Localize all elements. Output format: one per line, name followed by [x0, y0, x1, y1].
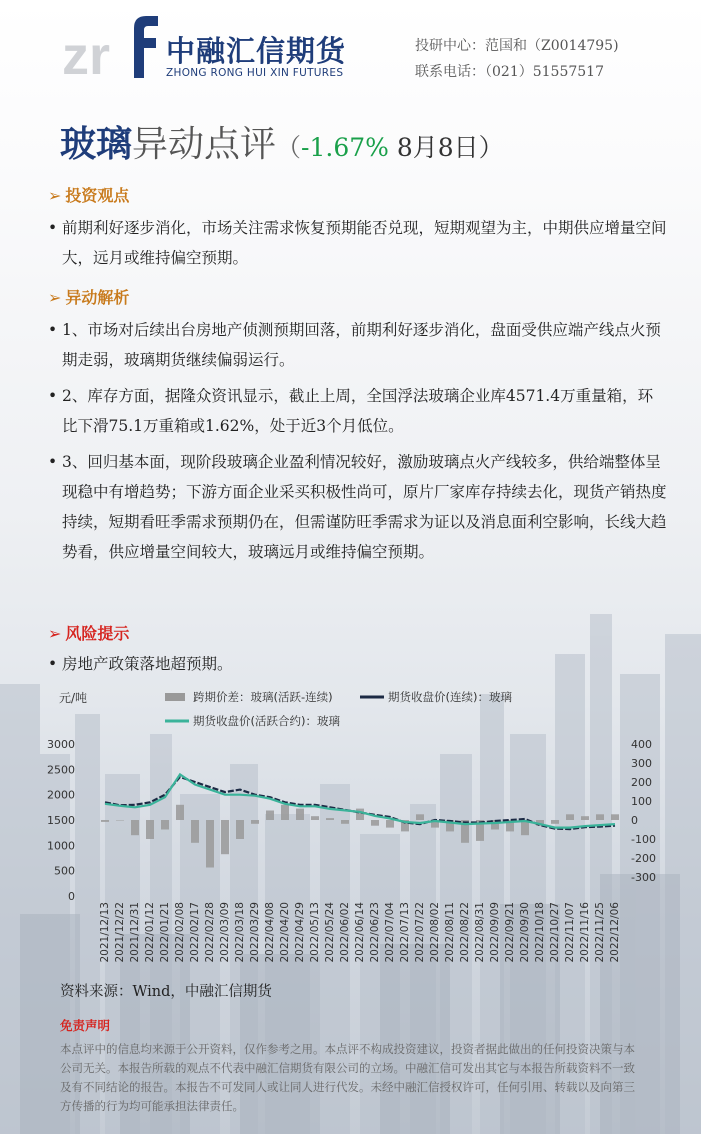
section-analysis-title: 异动解析: [65, 288, 130, 307]
x-tick-label: 2021/12/13: [99, 902, 111, 963]
left-tick-label: 2000: [47, 788, 75, 802]
title-date: 8月8日）: [388, 133, 504, 162]
spread-bar: [341, 820, 349, 824]
logo-mark-icon: [62, 12, 162, 86]
spread-bar: [191, 820, 199, 843]
chevron-right-icon: ➢: [48, 624, 62, 643]
analysis-item-text: 1、市场对后续出台房地产侦测预期回落，前期利好逐步消化，盘面受供应端产线点火预期走弱，玻璃期货继续偏弱运行。: [62, 321, 661, 369]
risk-item-1: [48, 649, 668, 679]
contact-info: [415, 33, 619, 85]
x-tick-label: 2022/01/12: [144, 902, 156, 963]
left-tick-label: 1000: [47, 839, 75, 853]
x-tick-label: 2021/12/31: [129, 902, 141, 963]
bullet-icon: •: [48, 219, 58, 237]
spread-bar: [116, 820, 124, 821]
right-tick-label: 0: [631, 814, 638, 827]
right-tick-label: 100: [631, 795, 652, 808]
x-tick-label: 2021/12/22: [114, 902, 126, 963]
right-tick-label: -100: [631, 833, 656, 846]
spread-bar: [566, 814, 574, 820]
analysis-item-text: 3、回归基本面，现阶段玻璃企业盈利情况较好，激励玻璃点火产线较多，供给端整体呈现稳中有增趋势；下游方面企业采买积极性尚可，原片厂家库存持续去化，现货产销热度持续，短期看旺季需求预期仍在，但需谨防旺季需求为证以及消息面利空影响，长线大趋势看，供应增量空间较大，玻璃远月或维持偏空预期。: [62, 453, 667, 561]
left-tick-label: 0: [68, 890, 75, 903]
x-tick-label: 2022/02/28: [204, 902, 216, 963]
title-product: 玻璃: [60, 123, 133, 165]
spread-bar: [281, 805, 289, 820]
spread-bar: [266, 811, 274, 821]
legend-label: 跨期价差：玻璃(活跃-连续): [193, 690, 333, 704]
x-tick-label: 2022/07/04: [384, 902, 396, 963]
right-tick-label: 400: [631, 738, 652, 751]
spread-bar: [611, 814, 619, 820]
x-tick-label: 2022/08/31: [474, 902, 486, 963]
spread-bar: [131, 820, 139, 835]
left-tick-label: 1500: [47, 814, 75, 827]
company-logo: [62, 12, 382, 86]
spread-bar: [551, 820, 559, 824]
x-tick-label: 2022/11/16: [579, 902, 591, 963]
spread-bar: [311, 816, 319, 820]
spread-bar: [416, 814, 424, 820]
x-tick-label: 2022/02/17: [189, 902, 201, 963]
x-tick-label: 2022/07/13: [399, 902, 411, 963]
x-tick-label: 2022/03/29: [249, 902, 261, 963]
x-tick-label: 2022/06/02: [339, 902, 351, 963]
x-tick-label: 2022/05/24: [324, 902, 336, 963]
logo-chinese-name: 中融汇信期货: [166, 34, 347, 68]
analyst-line: 投研中心：范国和（Z0014795): [415, 38, 619, 54]
data-source: 资料来源：Wind，中融汇信期货: [60, 984, 272, 1000]
x-tick-label: 2022/03/18: [234, 902, 246, 963]
x-tick-label: 2022/10/18: [534, 902, 546, 963]
spread-bar: [356, 809, 364, 820]
x-tick-label: 2022/04/08: [264, 902, 276, 963]
x-tick-label: 2022/01/21: [159, 902, 171, 963]
right-tick-label: 200: [631, 776, 652, 789]
x-tick-label: 2022/08/02: [429, 902, 441, 963]
spread-bar: [206, 820, 214, 868]
left-tick-label: 3000: [47, 738, 75, 751]
x-tick-label: 2022/09/30: [519, 902, 531, 963]
left-tick-label: 2500: [47, 763, 75, 777]
spread-bar: [221, 820, 229, 854]
spread-bar: [146, 820, 154, 839]
x-tick-label: 2022/07/22: [414, 902, 426, 963]
price-chart: [47, 686, 675, 976]
analysis-item-1: [48, 315, 668, 375]
bullet-icon: •: [48, 453, 58, 471]
disclaimer-title: 免责声明: [60, 1018, 111, 1033]
right-tick-label: 300: [631, 757, 652, 770]
x-tick-label: 2022/09/09: [489, 902, 501, 963]
section-risk-title: 风险提示: [65, 624, 130, 643]
legend-swatch-bar: [165, 693, 185, 701]
right-tick-label: -300: [631, 871, 656, 884]
x-tick-label: 2022/08/22: [459, 902, 471, 963]
view-item-1: [48, 213, 668, 273]
unit-label: 元/吨: [59, 691, 88, 705]
section-view-heading: [48, 183, 129, 206]
spread-bar: [581, 816, 589, 820]
spread-bar: [176, 805, 184, 820]
x-tick-label: 2022/03/09: [219, 902, 231, 963]
bullet-icon: •: [48, 655, 58, 673]
logo-english-name: ZHONG RONG HUI XIN FUTURES: [166, 67, 344, 79]
x-tick-label: 2022/02/08: [174, 902, 186, 963]
analysis-item-3: [48, 447, 668, 567]
left-tick-label: 500: [54, 864, 75, 878]
bullet-icon: •: [48, 387, 58, 405]
spread-bar: [326, 818, 334, 820]
risk-item-text: 房地产政策落地超预期。: [62, 655, 233, 673]
analysis-item-2: [48, 381, 668, 441]
section-analysis-heading: [48, 285, 129, 308]
chevron-right-icon: ➢: [48, 186, 62, 205]
x-tick-label: 2022/11/07: [564, 902, 576, 963]
x-tick-label: 2022/09/21: [504, 902, 516, 963]
x-tick-label: 2022/05/13: [309, 902, 321, 963]
phone-line: 联系电话：（021）51557517: [415, 64, 604, 80]
spread-bar: [386, 820, 394, 828]
x-tick-label: 2022/06/14: [354, 902, 366, 963]
right-tick-label: -200: [631, 852, 656, 865]
disclaimer-text: 本点评中的信息均来源于公开资料，仅作参考之用。本点评不构成投资建议，投资者据此做出的任何投资决策与本公司无关。本报告所载的观点不代表中融汇信期货有限公司的立场。中融汇信可发出其它与本报告所载资料不一致及有不同结论的报告。本报告不可发同人或让同人进行代发。未经中融汇信授权许可，任何引用、转载以及向第三方传播的行为均可能承担法律责任。: [60, 1042, 635, 1113]
spread-bar: [296, 809, 304, 820]
x-tick-label: 2022/04/29: [294, 902, 306, 963]
analysis-item-text: 2、库存方面，据隆众资讯显示，截止上周，全国浮法玻璃企业库4571.4万重量箱，环比下滑75.1万重箱或1.62%，处于近3个月低位。: [62, 387, 654, 435]
spread-bar: [371, 820, 379, 826]
spread-bar: [101, 820, 109, 822]
chart-svg: [47, 686, 675, 976]
page-title: [60, 116, 504, 167]
section-view-title: 投资观点: [65, 186, 130, 205]
x-tick-label: 2022/12/06: [609, 902, 621, 963]
section-risk-heading: [48, 621, 129, 644]
legend-label: 期货收盘价(活跃合约)：玻璃: [193, 714, 340, 728]
spread-bar: [596, 814, 604, 820]
x-tick-label: 2022/06/23: [369, 902, 381, 963]
spread-bar: [251, 820, 259, 824]
spread-bar: [236, 820, 244, 839]
x-tick-label: 2022/04/20: [279, 902, 291, 963]
title-type: 异动点评: [132, 124, 277, 165]
spread-bar: [161, 820, 169, 830]
svg-text:zr: zr: [62, 26, 111, 86]
x-tick-label: 2022/08/11: [444, 902, 456, 963]
legend-label: 期货收盘价(连续)：玻璃: [388, 690, 512, 704]
title-open-paren: （: [276, 133, 302, 162]
chevron-right-icon: ➢: [48, 288, 62, 307]
x-tick-label: 2022/11/25: [594, 902, 606, 963]
view-item-text: 前期利好逐步消化，市场关注需求恢复预期能否兑现，短期观望为主，中期供应增量空间大，远月或维持偏空预期。: [62, 219, 667, 267]
bullet-icon: •: [48, 321, 58, 339]
x-tick-label: 2022/10/27: [549, 902, 561, 963]
title-change: -1.67%: [301, 133, 389, 162]
